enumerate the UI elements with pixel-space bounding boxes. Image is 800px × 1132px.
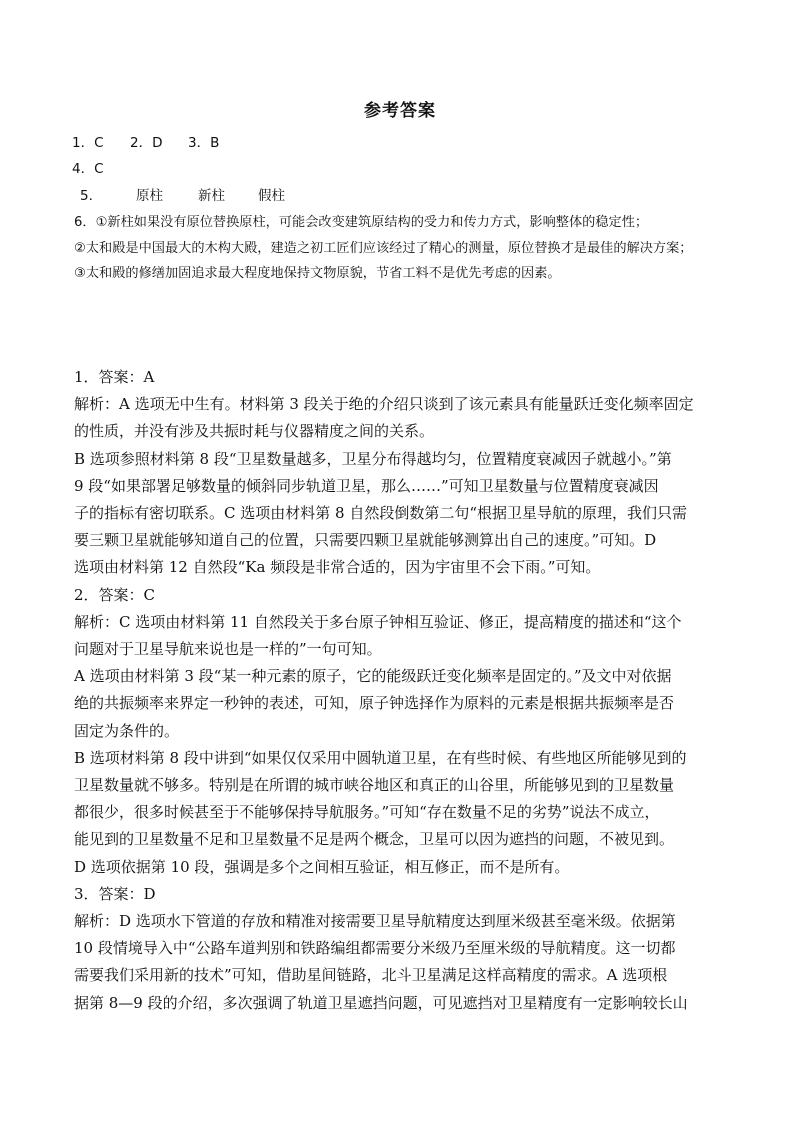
body-line: 解析：A 选项无中生有。材料第 3 段关于绝的介绍只谈到了该元素具有能量跃迁变化频率固定: [74, 395, 694, 414]
body-line: B 选项材料第 8 段中讲到“如果仅仅采用中圆轨道卫星，在有些时候、有些地区所能够见到的: [74, 748, 687, 767]
body-line: 问题对于卫星导航来说也是一样的”一句可知。: [74, 640, 382, 659]
answer-row-5: [80, 184, 285, 204]
answer-row-1: [72, 131, 219, 151]
body-line: 10 段情境导入中“公路车道判别和铁路编组都需要分米级乃至厘米级的导航精度。这一切都: [74, 939, 676, 958]
body-line: B 选项参照材料第 8 段“卫星数量越多，卫星分布得越均匀，位置精度衰减因子就越小。”第: [74, 449, 672, 468]
answer-6-line-1: 6．①新柱如果没有原位替换原柱，可能会改变建筑原结构的受力和传力方式，影响整体的稳定性；: [74, 215, 649, 230]
body-line: 3．答案：D: [74, 884, 156, 903]
body-line: 卫星数量就不够多。特别是在所谓的城市峡谷地区和真正的山谷里，所能够见到的卫星数量: [74, 776, 675, 795]
body-line: 据第 8—9 段的介绍，多次强调了轨道卫星遮挡问题，可见遮挡对卫星精度有一定影响较长山: [74, 993, 688, 1012]
answer-6-line-2: ②太和殿是中国最大的木构大殿，建造之初工匠们应该经过了精心的测量，原位替换才是最佳的解决方案；: [74, 241, 693, 256]
answer-4: 4．C: [72, 161, 104, 177]
page-title: 参考答案: [364, 101, 436, 121]
pillar-original: 原柱: [136, 188, 163, 204]
body-line: 要三颗卫星就能够知道自己的位置，只需要四颗卫星就能够测算出自己的速度。”可知。D: [74, 531, 657, 550]
body-line: 能见到的卫星数量不足和卫星数量不足是两个概念，卫星可以因为遮挡的问题，不被见到。: [74, 830, 675, 849]
answer-5-number: 5.: [80, 188, 93, 204]
body-line: 解析：C 选项由材料第 11 自然段关于多台原子钟相互验证、修正，提高精度的描述和“这个: [74, 612, 682, 631]
answer-2: 2．D: [130, 135, 163, 151]
body-line: 绝的共振频率来界定一秒钟的表述，可知，原子钟选择作为原料的元素是根据共振频率是否: [74, 694, 675, 713]
body-line: A 选项由材料第 3 段“某一种元素的原子，它的能级跃迁变化频率是固定的。”及文中对依据: [74, 667, 672, 686]
answer-3: 3．B: [188, 135, 220, 151]
pillar-new: 新柱: [198, 188, 225, 204]
body-line: 1．答案：A: [74, 368, 155, 386]
body-line: 的性质，并没有涉及共振时耗与仪器精度之间的关系。: [74, 422, 435, 441]
body-line: 2．答案：C: [74, 585, 156, 604]
body-line: 固定为条件的。: [74, 721, 180, 740]
body-line: 解析：D 选项水下管道的存放和精准对接需要卫星导航精度达到厘米级甚至毫米级。依据第: [74, 912, 676, 931]
body-line: 选项由材料第 12 自然段“Ka 频段是非常合适的，因为宇宙里不会下雨。”可知。: [74, 558, 601, 577]
body-line: 需要我们采用新的技术”可知，借助星间链路，北斗卫星满足这样高精度的需求。A 选项根: [74, 966, 668, 985]
pillar-fake: 假柱: [258, 188, 285, 204]
body-line: D 选项依据第 10 段，强调是多个之间相互验证，相互修正，而不是所有。: [74, 857, 570, 876]
body-line: 9 段“如果部署足够数量的倾斜同步轨道卫星，那么……”可知卫星数量与位置精度衰减因: [74, 476, 659, 495]
answer-1: 1．C: [72, 135, 104, 151]
body-line: 子的指标有密切联系。C 选项由材料第 8 自然段倒数第二句“根据卫星导航的原理，我们只需: [74, 504, 687, 523]
answer-6-line-3: ③太和殿的修缮加固追求最大程度地保持文物原貌，节省工料不是优先考虑的因素。: [74, 266, 561, 281]
answer-row-2: [72, 157, 104, 177]
explanation-body: [74, 364, 734, 1017]
body-line: 都很少，很多时候甚至于不能够保持导航服务。”可知“存在数量不足的劣势”说法不成立，: [74, 803, 660, 822]
